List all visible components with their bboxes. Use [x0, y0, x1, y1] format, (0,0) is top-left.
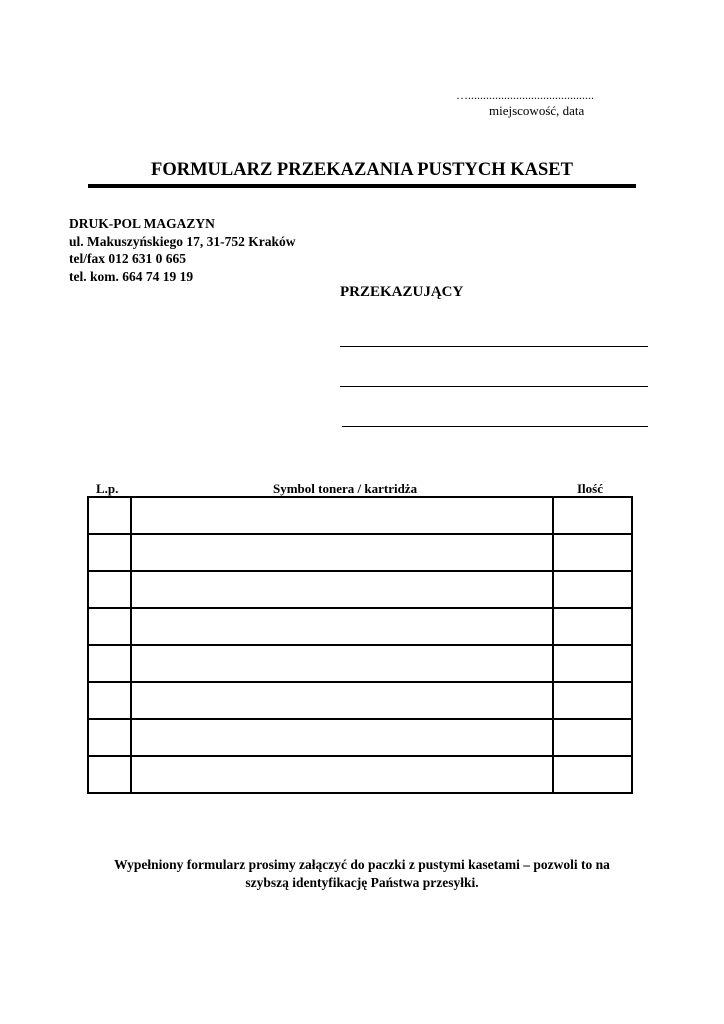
qty-cell[interactable] — [553, 571, 632, 608]
symbol-cell[interactable] — [131, 756, 553, 793]
lp-cell[interactable] — [88, 497, 131, 534]
table-row — [88, 645, 632, 682]
qty-cell[interactable] — [553, 682, 632, 719]
symbol-cell[interactable] — [131, 497, 553, 534]
table-row — [88, 497, 632, 534]
lp-cell[interactable] — [88, 608, 131, 645]
lp-cell[interactable] — [88, 534, 131, 571]
recipient-line-3[interactable] — [342, 426, 648, 427]
symbol-cell[interactable] — [131, 682, 553, 719]
qty-cell[interactable] — [553, 719, 632, 756]
column-header-symbol: Symbol tonera / kartridża — [273, 481, 418, 496]
company-address: ul. Makuszyńskiego 17, 31-752 Kraków — [69, 233, 296, 249]
lp-cell[interactable] — [88, 719, 131, 756]
symbol-cell[interactable] — [131, 608, 553, 645]
table-row — [88, 719, 632, 756]
lp-cell[interactable] — [88, 756, 131, 793]
footer-note-line-2: szybszą identyfikację Państwa przesyłki. — [245, 874, 479, 890]
column-header-qty: Ilość — [577, 481, 603, 496]
symbol-cell[interactable] — [131, 534, 553, 571]
place-date-dotted-line[interactable]: ….......................................... — [456, 88, 594, 102]
items-table — [87, 496, 633, 794]
table-row — [88, 608, 632, 645]
company-name: DRUK-POL MAGAZYN — [69, 216, 215, 231]
footer-note — [60, 856, 664, 891]
page-title: FORMULARZ PRZEKAZANIA PUSTYCH KASET — [151, 160, 573, 180]
recipient-line-2[interactable] — [340, 386, 648, 387]
company-address-block — [69, 215, 296, 285]
recipient-label: PRZEKAZUJĄCY — [340, 284, 464, 300]
lp-cell[interactable] — [88, 645, 131, 682]
recipient-line-1[interactable] — [340, 346, 648, 347]
company-mobile: tel. kom. 664 74 19 19 — [69, 268, 194, 284]
company-telfax: tel/fax 012 631 0 665 — [69, 251, 186, 266]
qty-cell[interactable] — [553, 645, 632, 682]
symbol-cell[interactable] — [131, 719, 553, 756]
table-row — [88, 534, 632, 571]
qty-cell[interactable] — [553, 608, 632, 645]
lp-cell[interactable] — [88, 682, 131, 719]
qty-cell[interactable] — [553, 756, 632, 793]
place-date-label: miejscowość, data — [489, 103, 585, 118]
items-table-body — [88, 497, 632, 793]
table-row — [88, 682, 632, 719]
table-row — [88, 756, 632, 793]
symbol-cell[interactable] — [131, 645, 553, 682]
lp-cell[interactable] — [88, 571, 131, 608]
footer-note-line-1: Wypełniony formularz prosimy załączyć do paczki z pustymi kasetami – pozwoli to na — [114, 857, 610, 872]
table-row — [88, 571, 632, 608]
title-underline-divider — [88, 184, 636, 188]
qty-cell[interactable] — [553, 497, 632, 534]
column-header-lp: L.p. — [96, 481, 119, 496]
qty-cell[interactable] — [553, 534, 632, 571]
symbol-cell[interactable] — [131, 571, 553, 608]
